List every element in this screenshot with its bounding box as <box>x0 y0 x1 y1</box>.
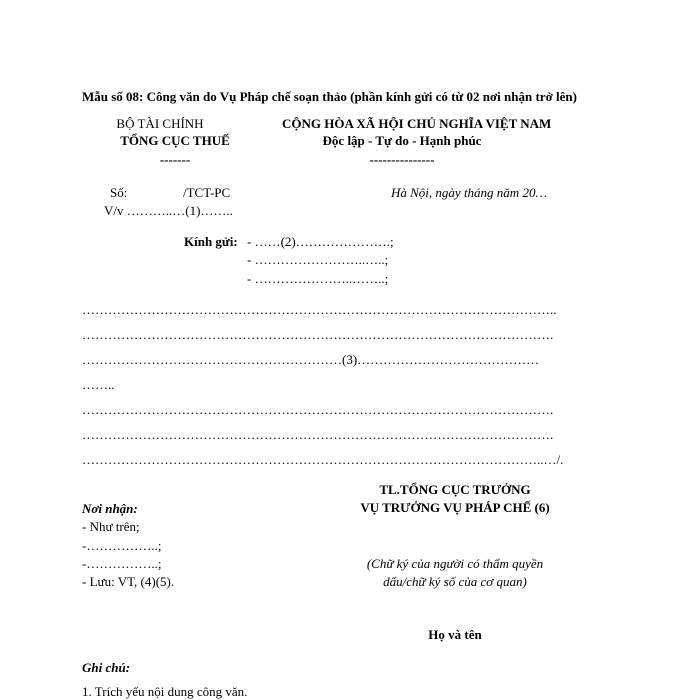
recipients-block-label: Nơi nhận: <box>82 501 138 516</box>
signer-name: Họ và tên <box>428 627 482 642</box>
department-name: TỔNG CỤC THUẾ <box>120 133 230 148</box>
body-line: ……………………………………………………(3)…………………………………… <box>82 352 540 367</box>
recipient-line: - ……(2)………………….; <box>247 234 394 249</box>
body-line: ………………………………………………………………………………………………. <box>82 427 554 442</box>
notes-label: Ghi chú: <box>82 660 131 675</box>
subject-line: V/v ………..…(1)…….. <box>104 203 233 218</box>
right-header-separator: --------------- <box>369 152 435 167</box>
signature-title: TL.TỔNG CỤC TRƯỞNG <box>379 482 531 497</box>
left-header-separator: ------- <box>159 152 191 167</box>
doc-number-code: /TCT-PC <box>183 185 231 200</box>
recipients-block-item: - Như trên; <box>82 519 140 534</box>
signature-note: (Chữ ký của người có thẩm quyền <box>366 556 544 571</box>
recipient-line: - …………………..……..; <box>247 271 389 286</box>
body-line: …….. <box>82 377 115 392</box>
signature-position: VỤ TRƯỞNG VỤ PHÁP CHẾ (6) <box>360 500 550 515</box>
signature-note: dấu/chữ ký số của cơ quan) <box>383 574 527 589</box>
notes-item: 1. Trích yếu nội dung công văn. <box>82 684 248 699</box>
doc-number-label: Số: <box>110 185 128 200</box>
body-line: ………………………………………………………………………………………………. <box>82 327 554 342</box>
form-title: Mẫu số 08: Công văn do Vụ Pháp chế soạn thảo (phần kính gửi có từ 02 nơi nhận trở lên) <box>82 89 577 104</box>
recipients-block-item: -……………..; <box>82 556 162 571</box>
recipients-block-item: - Lưu: VT, (4)(5). <box>82 574 175 589</box>
body-line: ………………………………………………………………………………………………. <box>82 402 554 417</box>
ministry-name: BỘ TÀI CHÍNH <box>116 116 204 131</box>
recipient-line: - ……………………..…..; <box>247 252 389 267</box>
national-title: CỘNG HÒA XÃ HỘI CHỦ NGHĨA VIỆT NAM <box>282 116 552 131</box>
recipients-label: Kính gửi: <box>184 234 238 249</box>
date-line: Hà Nội, ngày tháng năm 20… <box>391 185 547 200</box>
body-line: ……………………………………………………………………………………………..…/. <box>82 452 564 467</box>
national-motto: Độc lập - Tự do - Hạnh phúc <box>322 133 482 148</box>
body-line: ……………………………………………………………………………………………….. <box>82 302 557 317</box>
recipients-block-item: -……………..; <box>82 538 162 553</box>
